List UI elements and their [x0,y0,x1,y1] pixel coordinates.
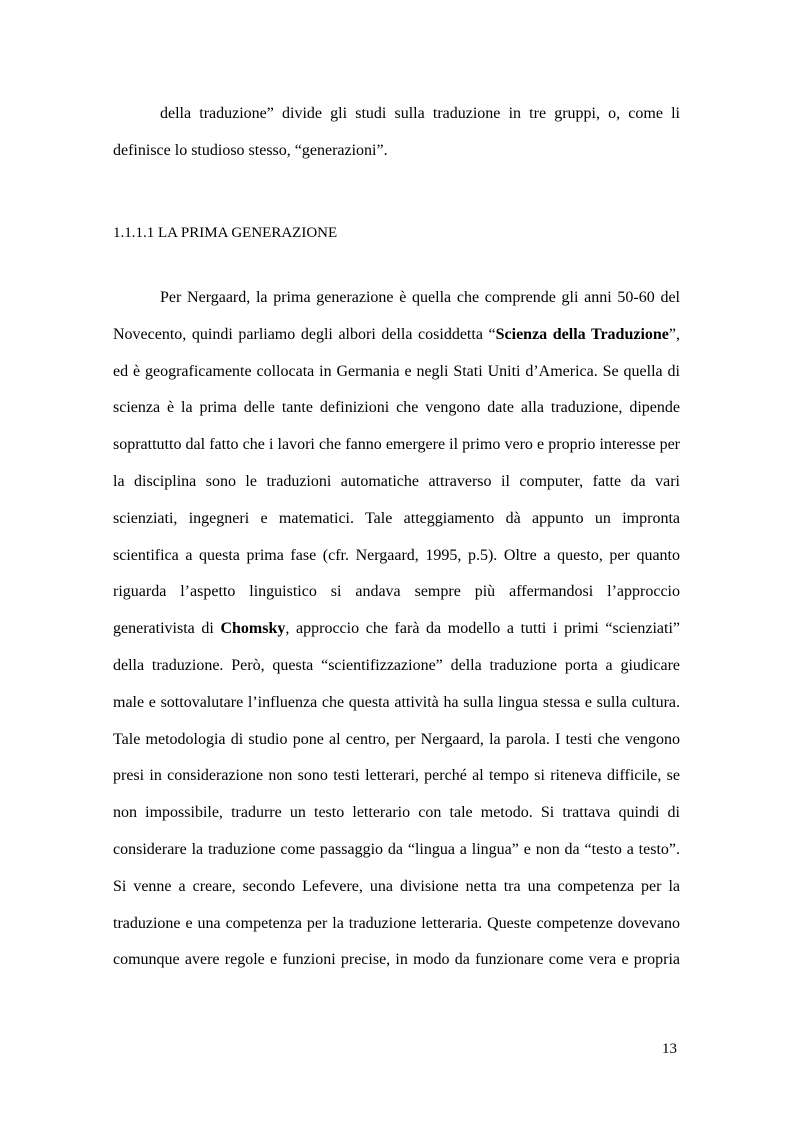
text-line: considerare la traduzione come passaggio da “lingua a lingua” e non da “testo a testo”. [113,840,680,858]
text-line: male e sottovalutare l’influenza che questa attività ha sulla lingua stessa e sulla cultura. [113,693,680,711]
intro-paragraph [113,105,680,179]
text-line: la disciplina sono le traduzioni automatiche attraverso il computer, fatte da vari [113,472,680,490]
page-number: 13 [662,1041,677,1057]
text-line: ed è geograficamente collocata in Germania e negli Stati Uniti d’America. Se quella di [113,362,680,380]
text-span: Novecento, quindi parliamo degli albori della cosiddetta “ [113,325,496,343]
text-line: riguarda l’aspetto linguistico si andava sempre più affermandosi l’approccio [113,583,680,601]
text-line: comunque avere regole e funzioni precise, in modo da funzionare come vera e propria [113,951,680,969]
text-line: presi in considerazione non sono testi letterari, perché al tempo si riteneva difficile, se [113,767,680,785]
text-line: scienziati, ingegneri e matematici. Tale atteggiamento dà appunto un impronta [113,509,680,527]
text-line [113,326,680,363]
text-span: ”, [668,325,681,343]
text-span: generativista di [113,620,221,638]
text-line: Per Nergaard, la prima generazione è quella che comprende gli anni 50-60 del [160,289,680,306]
text-line: Si venne a creare, secondo Lefevere, una divisione netta tra una competenza per la [113,877,680,895]
text-span: , approccio che farà da modello a tutti i primi “scienziati” [285,620,681,638]
text-line [113,620,680,657]
text-line: della traduzione. Però, questa “scientifizzazione” della traduzione porta a giudicare [113,656,680,674]
bold-term: Scienza della Traduzione [495,325,669,343]
section-heading: 1.1.1.1 LA PRIMA GENERAZIONE [113,225,338,241]
bold-term: Chomsky [220,620,286,638]
text-line: scienza è la prima delle tante definizioni che vengono date alla traduzione, dipende [113,399,680,417]
body-paragraph [113,289,680,988]
text-line: definisce lo studioso stesso, “generazioni”. [113,141,388,159]
text-line: non impossibile, tradurre un testo letterario con tale metodo. Si trattava quindi di [113,804,680,822]
text-line: soprattutto dal fatto che i lavori che fanno emergere il primo vero e proprio interesse per [113,436,680,454]
text-line: Tale metodologia di studio pone al centro, per Nergaard, la parola. I testi che vengono [113,730,680,748]
text-line: scientifica a questa prima fase (cfr. Nergaard, 1995, p.5). Oltre a questo, per quanto [113,546,680,564]
text-line: della traduzione” divide gli studi sulla traduzione in tre gruppi, o, come li [160,105,680,122]
text-line: traduzione e una competenza per la traduzione letteraria. Queste competenze dovevano [113,914,680,932]
